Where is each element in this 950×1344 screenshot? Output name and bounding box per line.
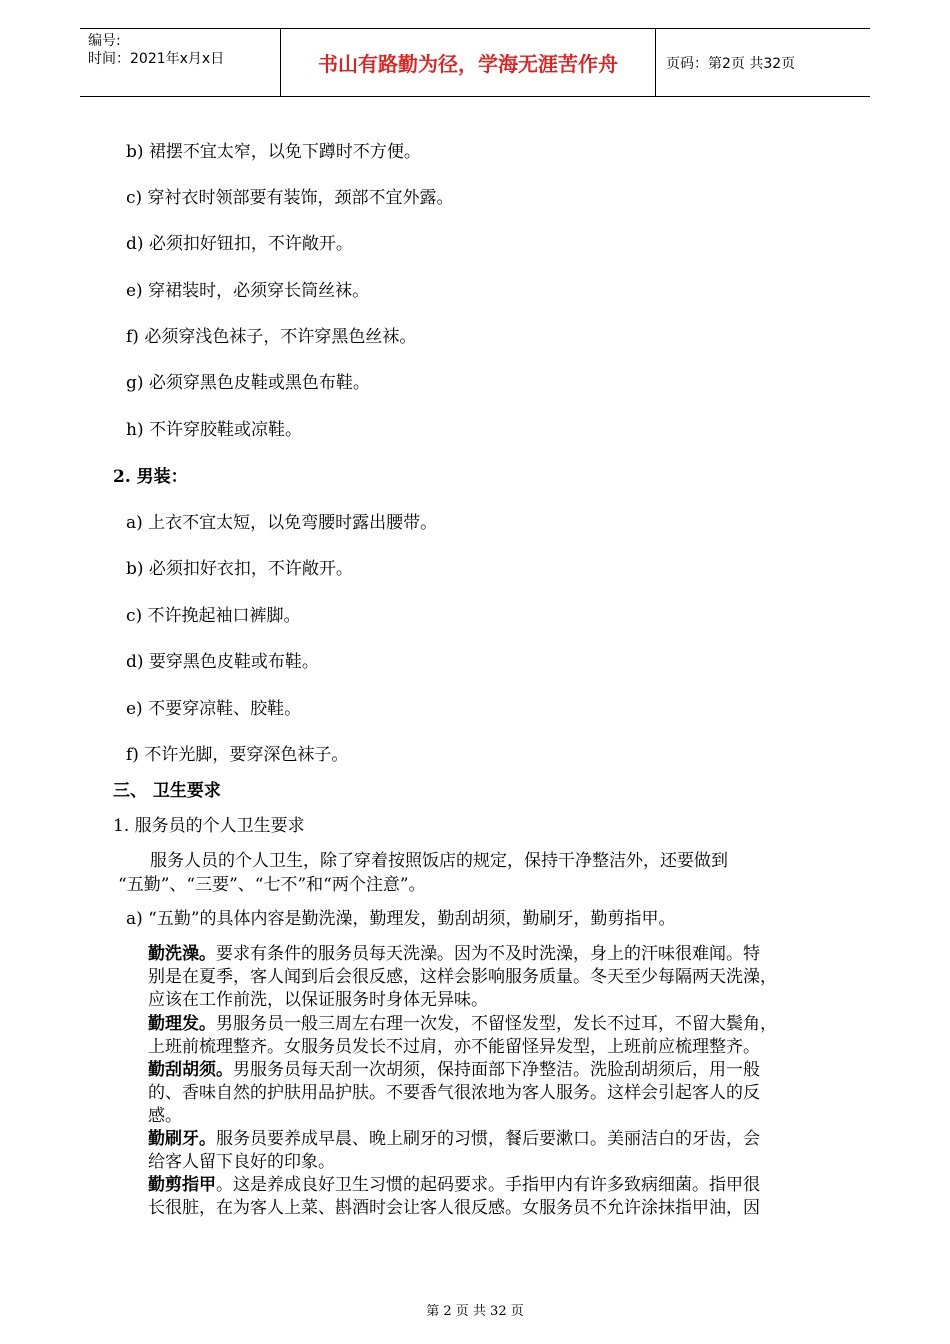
list-item: f) 不许光脚，要穿深色袜子。 (126, 745, 349, 765)
header-motto: 书山有路勤为径，学海无涯苦作舟 (281, 29, 656, 96)
list-item: h) 不许穿胶鞋或凉鞋。 (126, 420, 302, 440)
list-item: g) 必须穿黑色皮鞋或黑色布鞋。 (126, 373, 370, 393)
section-haircut-line: 勤理发。男服务员一般三周左右理一次发，不留怪发型，发长不过耳，不留大鬓角， (148, 1014, 777, 1034)
list-item: b) 必须扣好衣扣，不许敞开。 (126, 559, 353, 579)
list-item: e) 不要穿凉鞋、胶鞋。 (126, 699, 302, 719)
intro-line-1: 服务人员的个人卫生，除了穿着按照饭店的规定，保持干净整洁外，还要做到 (150, 851, 728, 871)
paragraph-line: 别是在夏季，客人闻到后会很反感，这样会影响服务质量。冬天至少每隔两天洗澡， (148, 967, 777, 987)
paragraph-line: 长很脏，在为客人上菜、斟酒时会让客人很反感。女服务员不允许涂抹指甲油，因 (148, 1198, 760, 1218)
section-nails-line: 勤剪指甲。这是养成良好卫生习惯的起码要求。手指甲内有许多致病细菌。指甲很 (148, 1175, 760, 1195)
term-shave: 勤刮胡须。 (148, 1060, 233, 1080)
header-page-info: 页码：第2页 共32页 (666, 55, 796, 72)
list-item: c) 不许挽起袖口裤脚。 (126, 606, 301, 626)
list-item: a) 上衣不宜太短，以免弯腰时露出腰带。 (126, 513, 438, 533)
paragraph-line: 给客人留下良好的印象。 (148, 1152, 335, 1172)
list-item: d) 必须扣好钮扣，不许敞开。 (126, 234, 353, 254)
paragraph-line: 感。 (148, 1106, 182, 1126)
term-haircut: 勤理发。 (148, 1014, 216, 1034)
term-brush: 勤刷牙。 (148, 1129, 216, 1149)
list-item: d) 要穿黑色皮鞋或布鞋。 (126, 652, 319, 672)
header-table (80, 28, 870, 97)
document-time: 时间：2021年x月x日 (88, 51, 225, 67)
term-wash: 勤洗澡。 (148, 944, 216, 964)
document-number-label: 编号: (88, 33, 121, 49)
list-item: f) 必须穿浅色袜子，不许穿黑色丝袜。 (126, 327, 417, 347)
section-heading: 2. 男装： (113, 467, 188, 487)
section-wash-line: 勤洗澡。要求有条件的服务员每天洗澡。因为不及时洗澡，身上的汗味很难闻。特 (148, 944, 760, 964)
paragraph-line: 上班前梳理整齐。女服务员发长不过肩，亦不能留怪异发型，上班前应梳理整齐。 (148, 1037, 760, 1057)
subsection-heading: 1. 服务员的个人卫生要求 (113, 816, 305, 836)
list-item: e) 穿裙装时，必须穿长筒丝袜。 (126, 281, 370, 301)
header-left-cell (80, 29, 281, 96)
paragraph-line: 的、香味自然的护肤用品护肤。不要香气很浓地为客人服务。这样会引起客人的反 (148, 1083, 760, 1103)
term-nails: 勤剪指甲 (148, 1175, 216, 1195)
list-item: b) 裙摆不宜太窄，以免下蹲时不方便。 (126, 142, 421, 162)
item-a: a) “五勤”的具体内容是勤洗澡，勤理发，勤刮胡须，勤刷牙，勤剪指甲。 (126, 909, 676, 929)
list-item: c) 穿衬衣时领部要有装饰，颈部不宜外露。 (126, 188, 454, 208)
page-footer: 第 2 页 共 32 页 (426, 1304, 524, 1319)
paragraph-line: 应该在工作前洗，以保证服务时身体无异味。 (148, 990, 488, 1010)
chapter-heading: 三、 卫生要求 (113, 781, 221, 801)
section-shave-line: 勤刮胡须。男服务员每天刮一次胡须，保持面部下净整洁。洗脸刮胡须后，用一般 (148, 1060, 760, 1080)
intro-line-2: “五勤”、“三要”、“七不”和“两个注意”。 (118, 875, 426, 895)
section-brush-line: 勤刷牙。服务员要养成早晨、晚上刷牙的习惯，餐后要漱口。美丽洁白的牙齿，会 (148, 1129, 760, 1149)
